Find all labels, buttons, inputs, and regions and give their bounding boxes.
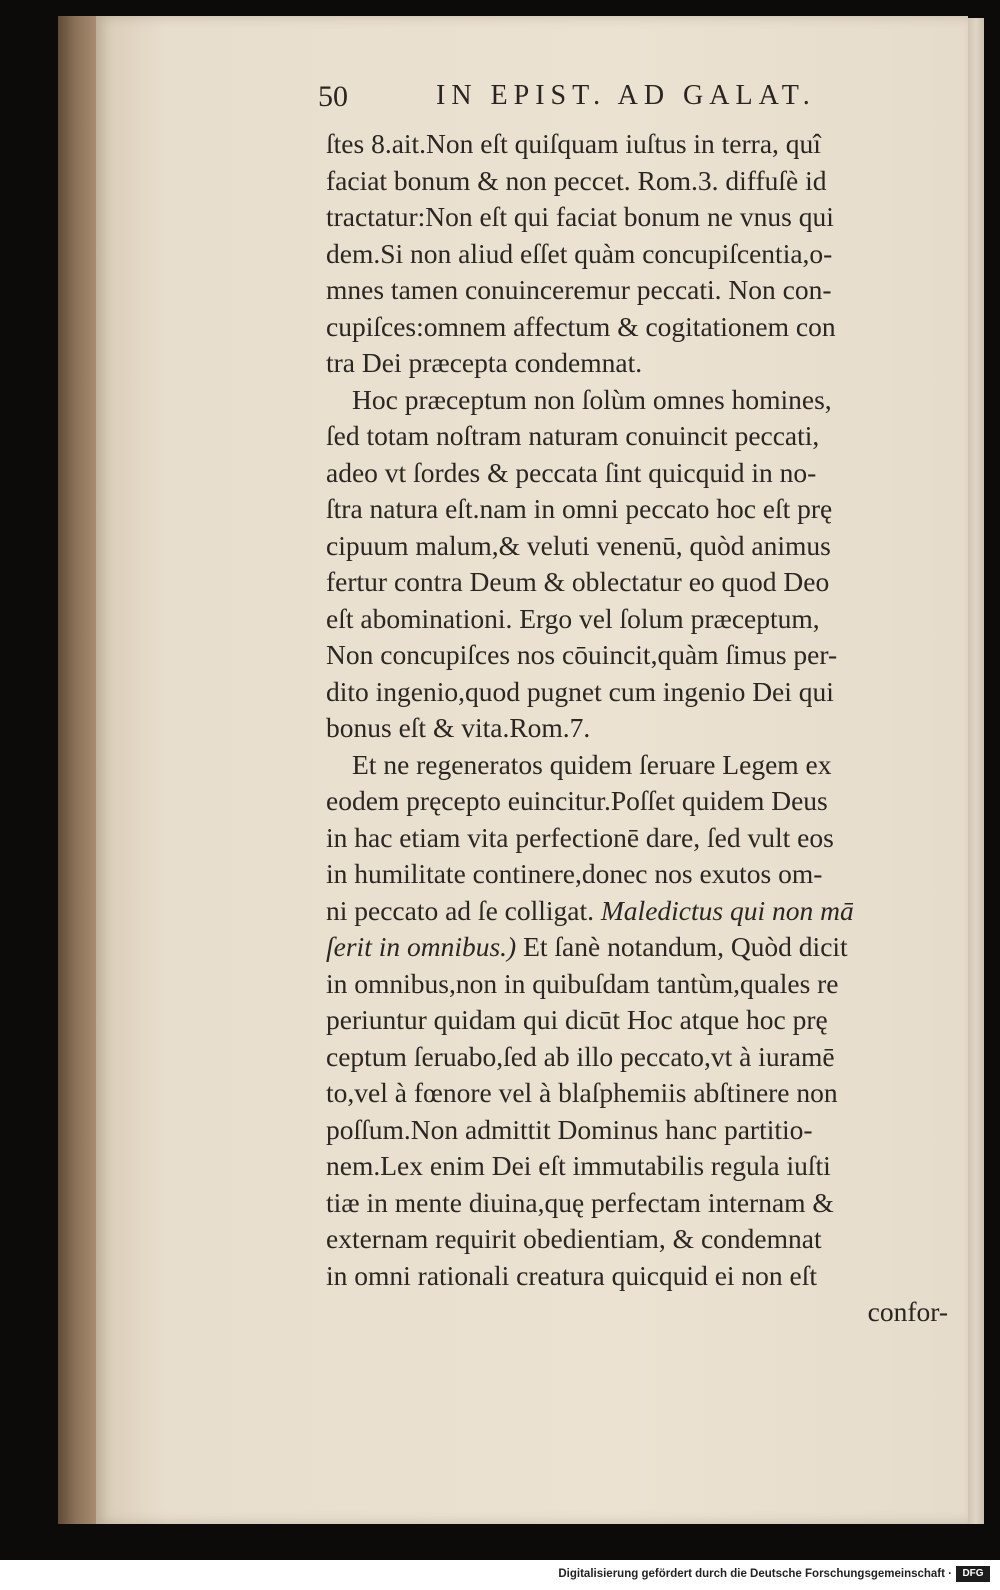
paragraph-start-line: Et ne regeneratos quidem ſeruare Legem ex — [352, 748, 832, 780]
text-segment: ni peccato ad ſe colligat. — [326, 894, 595, 926]
paragraph-start-line: Hoc præceptum non ſolùm omnes homines, — [352, 383, 832, 415]
page-number: 50 — [318, 80, 348, 113]
text-line — [326, 893, 954, 930]
text-line: dem.Si non aliud eſſet quàm concupiſcentia,o- — [326, 237, 833, 269]
text-line: adeo vt ſordes & peccata ſint quicquid in no- — [326, 456, 817, 488]
italic-quotation-end: ſerit in omnibus.) — [326, 931, 517, 962]
text-line: eſt abominationi. Ergo vel ſolum præceptum, — [326, 602, 820, 634]
text-line — [326, 929, 954, 966]
digitization-credit: Digitalisierung gefördert durch die Deutsche Forschungsgemeinschaft · — [558, 1568, 952, 1580]
dfg-logo: DFG — [956, 1566, 990, 1582]
text-segment: Et ſanè notandum, Quòd dicit — [523, 931, 848, 962]
text-line: in hac etiam vita perfectionē dare, ſed vult eos — [326, 821, 834, 853]
text-line: bonus eſt & vita.Rom.7. — [326, 712, 591, 743]
text-line: faciat bonum & non peccet. Rom.3. diffuſè id — [326, 164, 827, 196]
body-text — [326, 126, 954, 1331]
text-line: dito ingenio,quod pugnet cum ingenio Dei qui — [326, 675, 834, 707]
italic-quotation: Maledictus qui non mā — [600, 894, 854, 926]
text-line: mnes tamen conuinceremur peccati. Non con- — [326, 274, 832, 305]
text-line: ſtes 8.ait.Non eſt quiſquam iuſtus in terra, quî — [326, 128, 821, 159]
text-line: Non concupiſces nos cōuincit,quàm ſimus per- — [326, 639, 838, 670]
text-line: tra Dei præcepta condemnat. — [326, 347, 643, 378]
text-line: cupiſces:omnem affectum & cogitationem con — [326, 310, 836, 342]
text-line: poſſum.Non admittit Dominus hanc partitio- — [326, 1113, 813, 1145]
text-line: periuntur quidam qui dicūt Hoc atque hoc prę — [326, 1004, 828, 1035]
text-line: tiæ in mente diuina,quę perfectam internam & — [326, 1186, 834, 1218]
catchword: confor- — [867, 1296, 948, 1327]
text-line: ſed totam noſtram naturam conuincit peccati, — [326, 420, 820, 451]
footer-bar — [0, 1560, 1000, 1590]
text-line: fertur contra Deum & oblectatur eo quod Deo — [326, 566, 830, 597]
text-line: ſtra natura eſt.nam in omni peccato hoc eſt prę — [326, 493, 833, 524]
text-line: externam requirit obedientiam, & condemnat — [326, 1223, 822, 1254]
text-line: to,vel à fœnore vel à blaſphemiis abſtinere non — [326, 1077, 838, 1108]
text-line: eodem pręcepto euincitur.Poſſet quidem Deus — [326, 785, 828, 816]
text-line: cipuum malum,& veluti venenū, quòd animus — [326, 529, 831, 561]
text-line: in humilitate continere,donec nos exutos om- — [326, 858, 823, 889]
text-line: tractatur:Non eſt qui faciat bonum ne vnus qui — [326, 201, 834, 232]
book-spine-edge — [58, 16, 98, 1524]
text-line: in omni rationali creatura quicquid ei non eſt — [326, 1259, 818, 1291]
running-title: IN EPIST. AD GALAT. — [436, 80, 816, 111]
text-line: in omnibus,non in quibuſdam tantùm,quales re — [326, 967, 839, 999]
text-line: nem.Lex enim Dei eſt immutabilis regula iuſti — [326, 1150, 831, 1181]
text-line: ceptum ſeruabo,ſed ab illo peccato,vt à iuramē — [326, 1040, 835, 1072]
running-head — [318, 78, 878, 118]
